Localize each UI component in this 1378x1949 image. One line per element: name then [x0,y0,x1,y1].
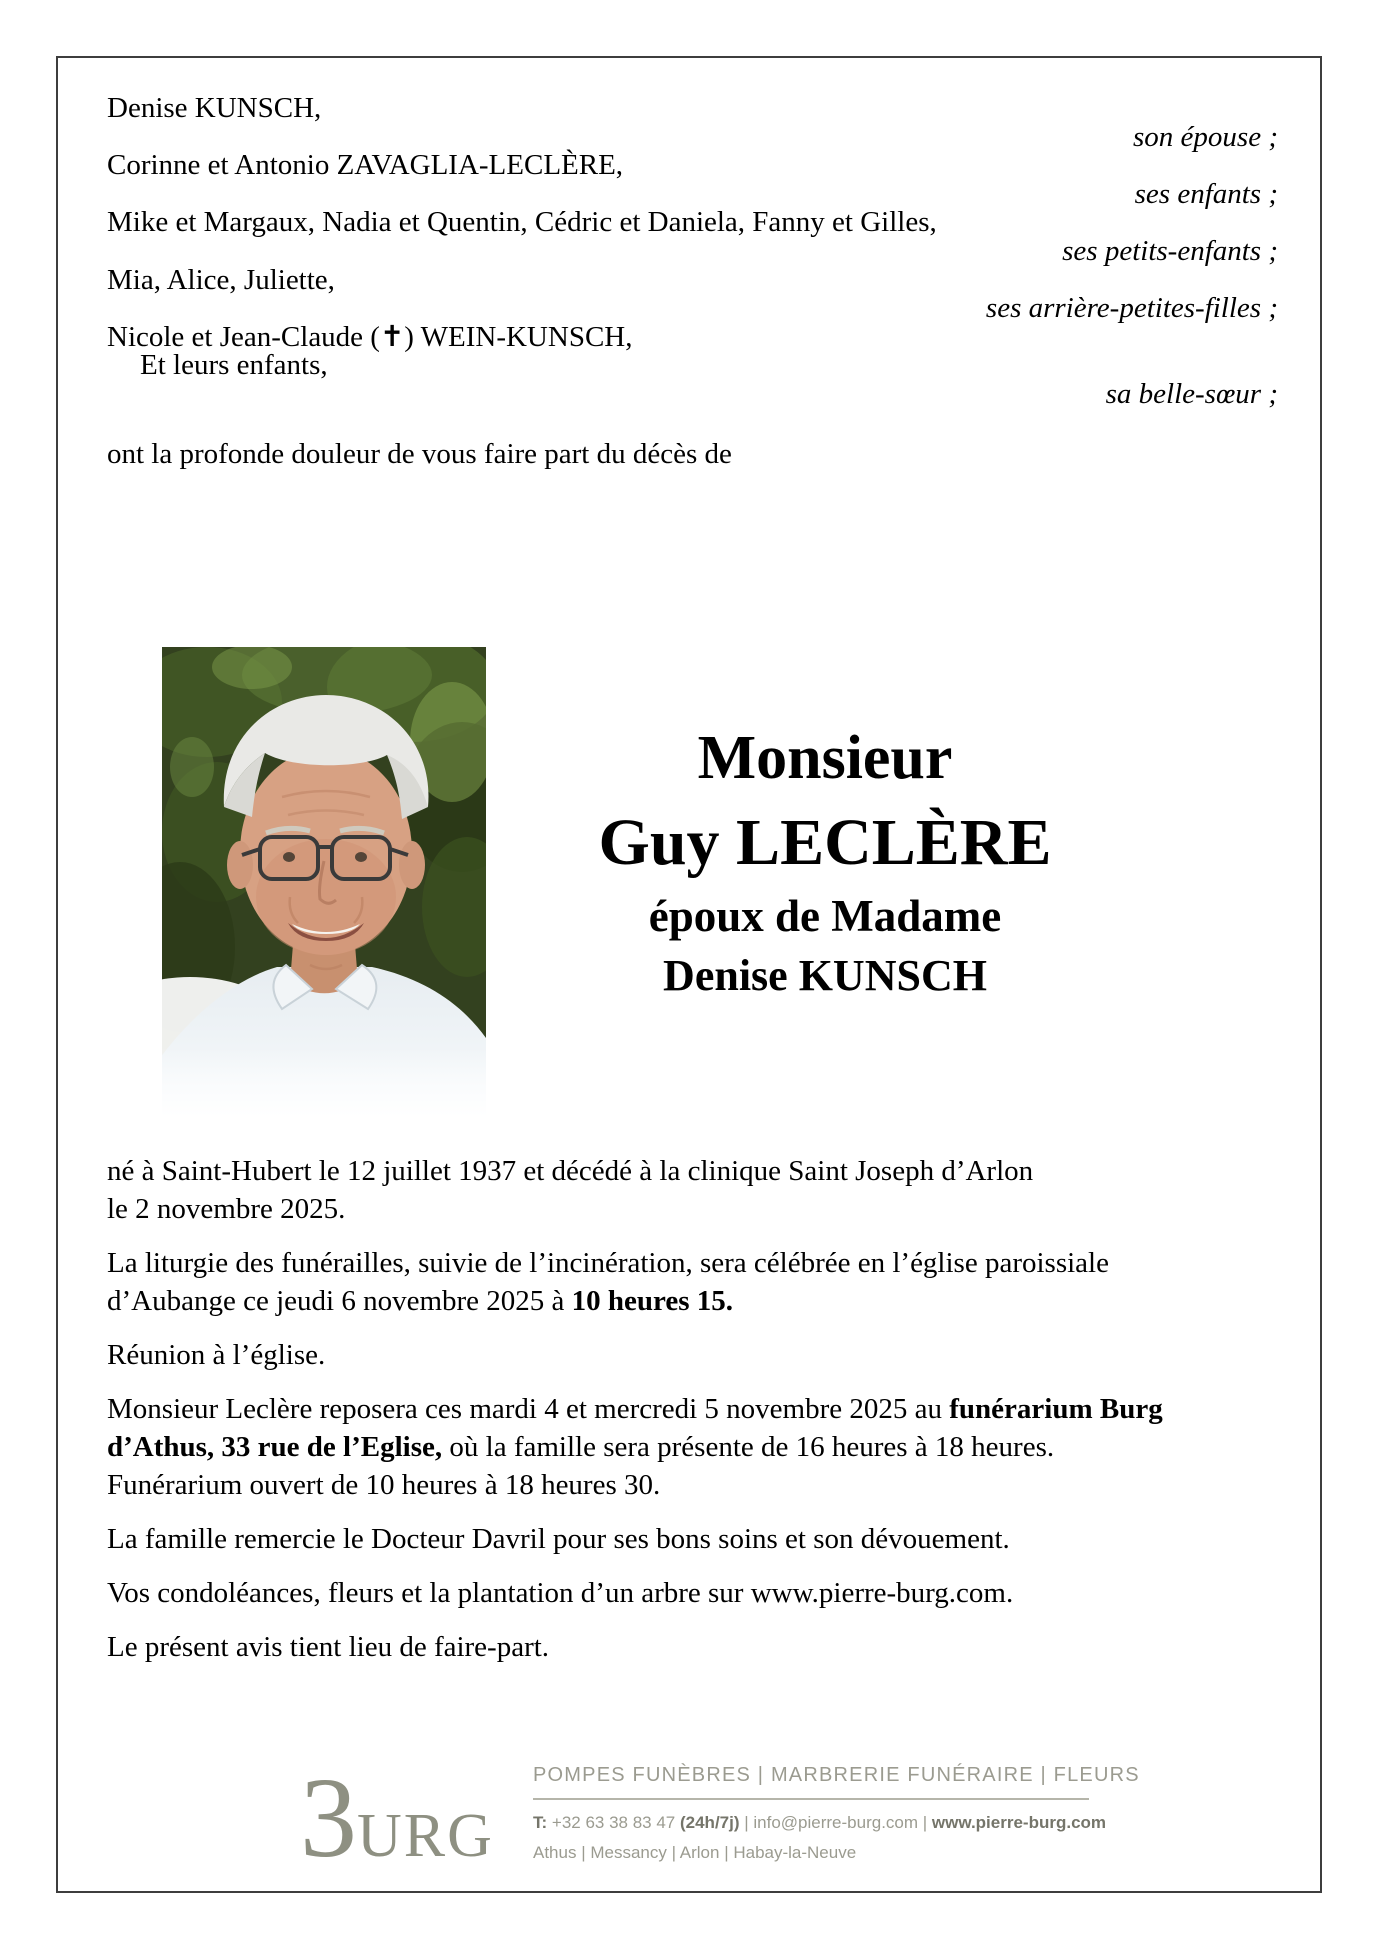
deceased-name-block [500,716,1150,1006]
deceased-subtitle-spouse-of: époux de Madame [648,891,1002,941]
family-names-sisterinlaw-line2: Et leurs enfants, [140,349,328,382]
family-relation-greatgrandchildren: ses arrière-petites-filles ; [985,292,1278,325]
footer-info-column [533,1764,1140,1863]
burg-logo [300,1754,494,1881]
footer-divider-rule [533,1798,1089,1800]
paragraph-notice: Le présent avis tient lieu de faire-part. [107,1631,550,1663]
paragraph-liturgy: La liturgie des funérailles, suivie de l’incinération, sera célébrée en l’église paroissiale d’Aubange ce jeudi 6 novembre 2025 à 10 heures 15. [107,1247,1109,1317]
family-list [107,94,1278,409]
burg-logo-urg: URG [357,1802,494,1870]
paragraph-meeting: Réunion à l’église. [107,1339,326,1371]
family-names-greatgrandchildren: Mia, Alice, Juliette, [107,263,335,296]
footer-services-line: POMPES FUNÈBRES | MARBRERIE FUNÉRAIRE | FLEURS [533,1764,1140,1786]
family-names-sisterinlaw: Nicole et Jean-Claude (✝) WEIN-KUNSCH, [107,320,633,353]
family-relation-spouse: son épouse ; [1133,120,1278,153]
family-names-grandchildren: Mike et Margaux, Nadia et Quentin, Cédric et Daniela, Fanny et Gilles, [107,206,937,239]
paragraph-birth-death: né à Saint-Hubert le 12 juillet 1937 et décédé à la clinique Saint Joseph d’Arlon le 2 novembre 2025. [107,1155,1034,1225]
deceased-name: Guy LECLÈRE [598,806,1052,879]
burg-logo-b-glyph: 3 [300,1754,357,1881]
paragraph-condolences: Vos condoléances, fleurs et la plantation d’un arbre sur www.pierre-burg.com. [107,1577,1014,1609]
family-relation-grandchildren: ses petits-enfants ; [1062,234,1278,267]
family-relation-sisterinlaw: sa belle-sœur ; [1105,377,1278,410]
announcement-body [107,1152,1267,1682]
paragraph-thanks-doctor: La famille remercie le Docteur Davril pour ses bons soins et son dévouement. [107,1523,1010,1555]
family-relation-children: ses enfants ; [1134,177,1278,210]
family-names-spouse: Denise KUNSCH, [107,92,322,124]
footer-contact-line: T: +32 63 38 83 47 (24h/7j) | info@pierre-burg.com | www.pierre-burg.com [533,1813,1107,1832]
announcement-intro: ont la profonde douleur de vous faire part du décès de [107,438,732,470]
portrait-photo-art [162,647,486,1115]
portrait-photo [162,647,486,1115]
paragraph-funerarium: Monsieur Leclère reposera ces mardi 4 et mercredi 5 novembre 2025 au funérarium Burg d’Athus, 33 rue de l’Eglise, où la famille sera présente de 16 heures à 18 heures. Funérarium ouvert de 10 heures à 18 heures 30. [107,1393,1163,1501]
deceased-title: Monsieur [697,724,953,792]
deceased-spouse-name: Denise KUNSCH [663,951,987,1000]
footer-cities-line: Athus | Messancy | Arlon | Habay-la-Neuve [533,1843,857,1862]
family-names-children: Corinne et Antonio ZAVAGLIA-LECLÈRE, [107,149,624,182]
